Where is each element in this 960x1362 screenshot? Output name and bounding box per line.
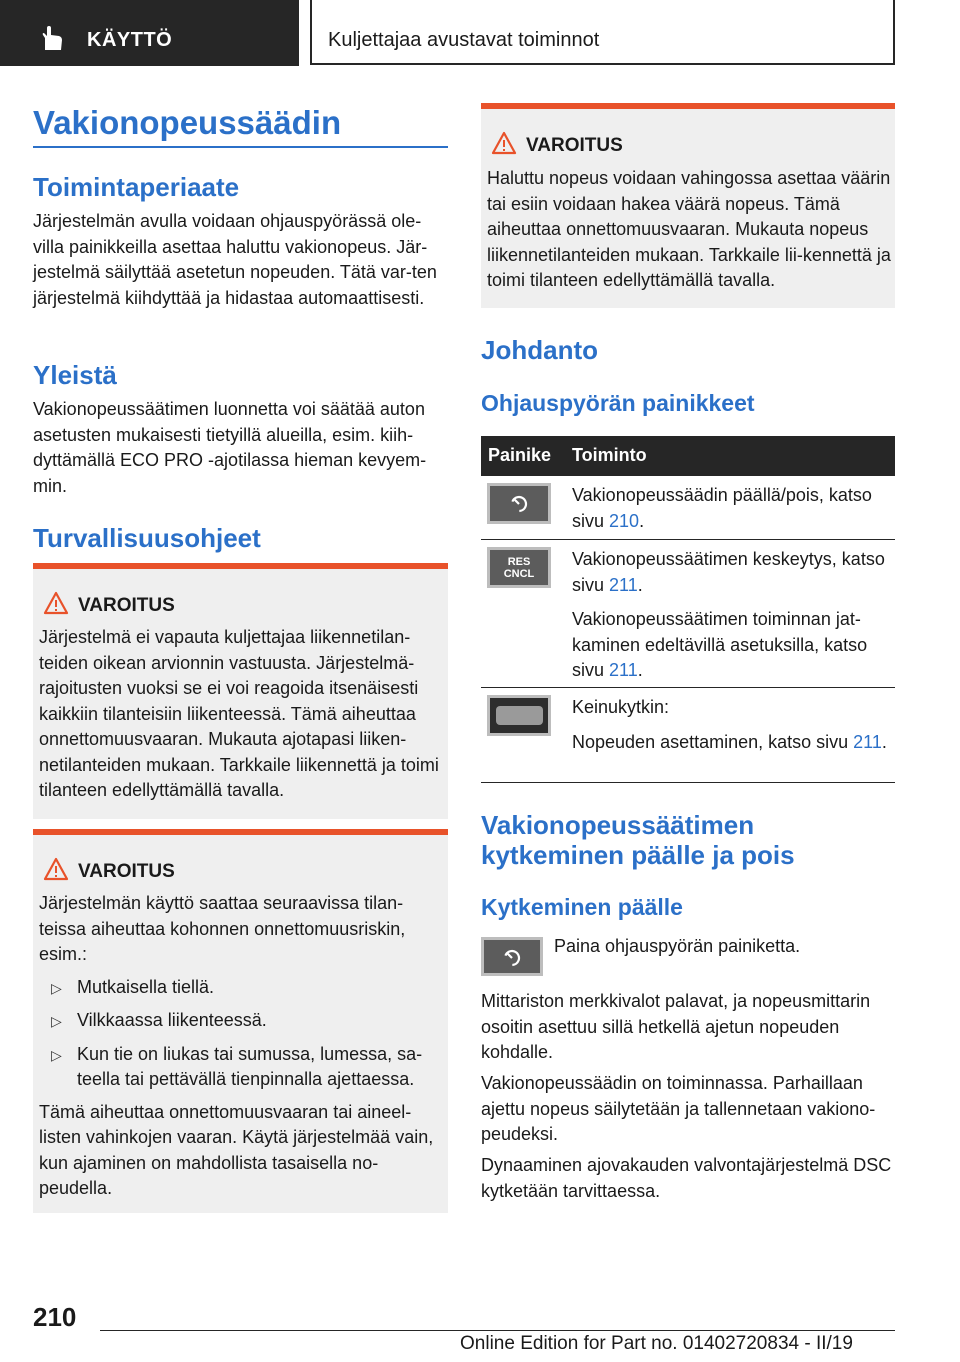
- chapter-title: Kuljettajaa avustavat toiminnot: [328, 29, 600, 51]
- table-row-divider: [481, 539, 895, 540]
- table-row-divider: [481, 687, 895, 688]
- warning-triangle-icon: [43, 591, 69, 615]
- table-header: [481, 436, 895, 476]
- cruise-control-button-icon: [487, 483, 551, 524]
- edition-note: Online Edition for Part no. 01402720834 - II/19: [460, 1333, 853, 1354]
- table-row-text: Keinukytkin:: [572, 697, 670, 717]
- bullet-triangle-icon: ▷: [51, 979, 62, 996]
- heading-johdanto: Johdanto: [481, 335, 598, 365]
- warning-triangle-icon: [43, 857, 69, 881]
- table-row-text: Vakionopeussäädin päällä/pois, katso sivu 210.: [572, 485, 872, 531]
- footer-rule: [100, 1330, 895, 1331]
- heading-kytkeminen: Vakionopeussäätimen kytkeminen päälle ja pois: [481, 810, 795, 870]
- table-cell-toiminto: [572, 547, 892, 693]
- heading-kytkeminen-paalle: Kytkeminen päälle: [481, 894, 683, 920]
- cruise-control-button-icon: [481, 937, 543, 976]
- warning-box-1: [33, 563, 448, 819]
- section-tab: [0, 0, 299, 66]
- warning-text: Haluttu nopeus voidaan vahingossa asettaa väärin tai esiin voidaan hakea väärä nopeus. Tämä aiheuttaa onnettomuusvaaran. Mukauta nopeus liikennetilanteiden mukaan. Tarkkaile lii-kennettä ja toimi tilanteen edellyttämällä tavalla.: [487, 168, 891, 290]
- warning-box-3: [481, 103, 895, 308]
- list-item: ▷ Mutkaisella tiellä.: [51, 975, 445, 1002]
- chapter-header: [310, 0, 895, 65]
- warning-outro: Tämä aiheuttaa onnettomuusvaaran tai aineel-listen vahinkojen vaaran. Käytä järjestelmää vain, kun ajaminen on mahdollista tasaisella no-peudella.: [39, 1101, 434, 1198]
- warning-title: VAROITUS: [78, 861, 175, 882]
- text-yleista: Vakionopeussäätimen luonnetta voi säätää auton asetusten mukaisesti tietyillä alueilla, esim. kiih-dyttämällä ECO PRO -ajotilassa hieman kevyem-min.: [33, 399, 427, 496]
- paragraph: Dynaaminen ajovakauden valvontajärjestelmä DSC kytketään tarvittaessa.: [481, 1155, 892, 1201]
- page-link[interactable]: 210: [609, 510, 640, 531]
- heading-yleista: Yleistä: [33, 360, 117, 390]
- warning-content: [39, 891, 445, 1202]
- table-cell-toiminto: [572, 483, 892, 543]
- warning-triangle-icon: [491, 131, 517, 155]
- table-cell-toiminto: [572, 695, 892, 764]
- paragraph: Mittariston merkkivalot palavat, ja nopeusmittarin osoitin asettuu sillä hetkellä ajetun nopeuden kohdalle.: [481, 991, 871, 1062]
- warning-title: VAROITUS: [526, 135, 623, 156]
- column-header-painike: Painike: [488, 445, 552, 465]
- bullet-triangle-icon: ▷: [51, 1013, 62, 1029]
- warning-intro: Järjestelmän käyttö saattaa seuraavissa tilan-teissa aiheuttaa kohonnen onnettomuusriskin, esim.:: [39, 893, 406, 964]
- table-row-text: Nopeuden asettaminen, katso sivu 211.: [572, 731, 887, 752]
- heading-painikkeet: Ohjauspyörän painikkeet: [481, 390, 755, 416]
- page-link[interactable]: 211: [853, 731, 882, 752]
- paragraph: Vakionopeussäädin on toiminnassa. Parhaillaan ajettu nopeus säilytetään ja tallennetaan vakiono-peudeksi.: [481, 1073, 876, 1144]
- table-row-text: Vakionopeussäätimen toiminnan jat-kaminen edeltävillä asetuksilla, katso sivu 211.: [572, 609, 868, 680]
- page-link[interactable]: 211: [609, 660, 638, 680]
- warning-box-2: [33, 829, 448, 1213]
- heading-turvallisuusohjeet: Turvallisuusohjeet: [33, 523, 261, 553]
- page-link[interactable]: 211: [609, 574, 638, 595]
- title-rule: [33, 146, 448, 148]
- rocker-switch-icon: [487, 695, 551, 736]
- list-item: ▷ Vilkkaassa liikenteessä.: [51, 1008, 445, 1035]
- res-cncl-button-icon: RES CNCL: [487, 547, 551, 588]
- page-number: 210: [33, 1302, 77, 1332]
- hand-pointer-icon: [40, 26, 64, 52]
- table-row-text: Vakionopeussäätimen keskeytys, katso sivu 211.: [572, 549, 885, 595]
- column-header-toiminto: Toiminto: [572, 445, 647, 465]
- page-title: Vakionopeussäädin: [33, 104, 342, 141]
- bullet-triangle-icon: ▷: [51, 1046, 62, 1063]
- step-text: Paina ohjauspyörän painiketta.: [554, 936, 801, 956]
- list-item: ▷ Kun tie on liukas tai sumussa, lumessa, sa-teella tai pettävällä tienpinnalla ajettaessa.: [51, 1042, 445, 1093]
- text-toimintaperiaate: Järjestelmän avulla voidaan ohjauspyörässä ole-villa painikkeilla asettaa haluttu vakionopeus. Jär-jestelmä säilyttää asetetun nopeuden. Tätä var-ten järjestelmä kiihdyttää ja hidastaa automaattisesti.: [33, 211, 437, 308]
- table-row-divider: [481, 782, 895, 783]
- warning-title: VAROITUS: [78, 595, 175, 616]
- section-label: KÄYTTÖ: [87, 29, 173, 51]
- warning-text: Järjestelmä ei vapauta kuljettajaa liikennetilan-teiden oikean arvionnin vastuusta. Järjestelmä-rajoitusten vuoksi se ei voi reagoida itsenäisesti kaikkiin tilanteisiin liikenteessä. Tämä aiheuttaa onnettomuusvaaran. Mukauta ajotapasi liiken-netilanteiden mukaan. Tarkkaile liikennettä ja toimi tilanteen edellyttämällä tavalla.: [39, 627, 439, 800]
- heading-toimintaperiaate: Toimintaperiaate: [33, 172, 240, 202]
